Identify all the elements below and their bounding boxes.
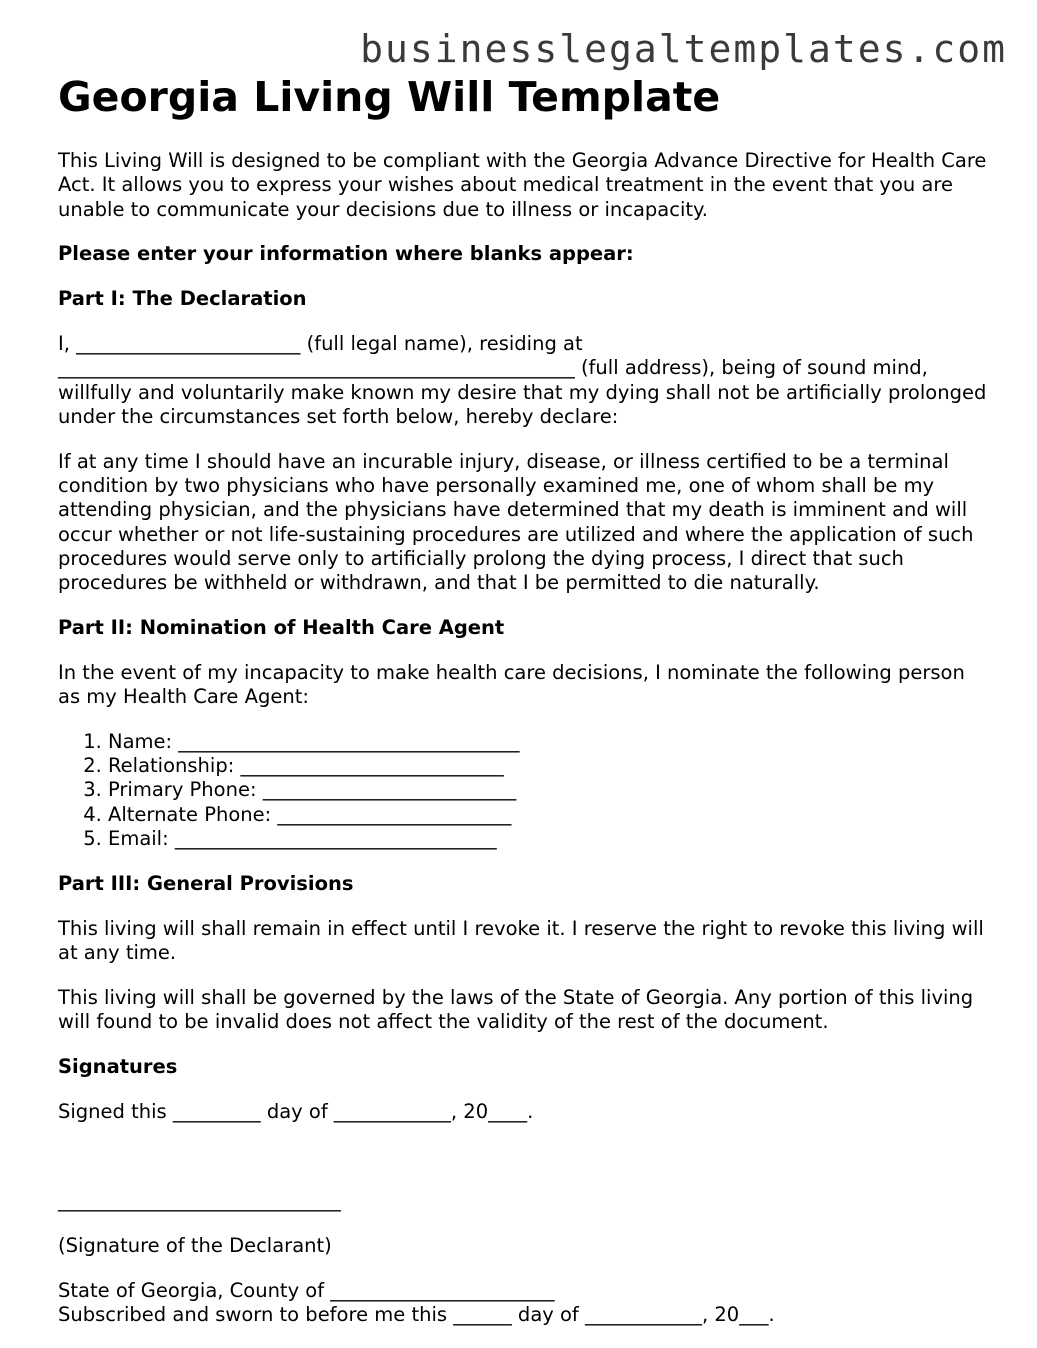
county-line: State of Georgia, County of _______________________ — [58, 1278, 555, 1302]
agent-name-field: 1. Name: ___________________________________ — [108, 730, 988, 754]
declaration-line-1: I, _______________________ (full legal name), residing at — [58, 331, 583, 355]
notary-paragraph — [58, 1279, 988, 1328]
agent-relationship-field: 2. Relationship: ___________________________ — [108, 754, 988, 778]
page-title: Georgia Living Will Template — [58, 73, 721, 121]
intro-paragraph: This Living Will is designed to be compliant with the Georgia Advance Directive for Health Care Act. It allows you to express your wishes about medical treatment in the event that you are unable to communicate your decisions due to illness or incapacity. — [58, 149, 987, 221]
agent-fields-list — [58, 730, 988, 851]
watermark: businesslegaltemplates.com — [360, 27, 1007, 71]
signature-caption: (Signature of the Declarant) — [58, 1234, 332, 1257]
declaration-line-2: _____________________________________________________ (full address), being of sound mind, willfully and voluntarily make known my desire that my dying shall not be artificially prolonged under the circumstances set forth below, hereby declare: — [58, 356, 987, 428]
provision-2-paragraph: This living will shall be governed by the laws of the State of Georgia. Any portion of this living will found to be invalid does not affect the validity of the rest of the document. — [58, 985, 974, 1034]
signatures-heading: Signatures — [58, 1054, 178, 1078]
signed-date-line: Signed this _________ day of ____________, 20____. — [58, 1099, 534, 1123]
declaration-paragraph — [58, 332, 988, 429]
signature-spacer — [58, 1144, 988, 1168]
agent-primary-phone-field: 3. Primary Phone: __________________________ — [108, 778, 988, 802]
sworn-line: Subscribed and sworn to before me this ______ day of ____________, 20___. — [58, 1303, 775, 1327]
document-body — [58, 149, 988, 1348]
condition-paragraph: If at any time I should have an incurable injury, disease, or illness certified to be a terminal condition by two physicians who have personally examined me, one of whom shall be my attending physician, and the physicians have determined that my death is imminent and will occur whether or not life-sustaining procedures are utilized and where the application of such procedures would serve only to artificially prolong the dying process, I direct that such procedures be withheld or withdrawn, and that I be permitted to die naturally. — [58, 449, 974, 595]
agent-alternate-phone-field: 4. Alternate Phone: ________________________ — [108, 803, 988, 827]
part2-heading: Part II: Nomination of Health Care Agent — [58, 615, 505, 639]
agent-intro-paragraph: In the event of my incapacity to make health care decisions, I nominate the following person as my Health Care Agent: — [58, 660, 965, 709]
part3-heading: Part III: General Provisions — [58, 871, 354, 895]
signature-blank-line: _____________________________ — [58, 1189, 341, 1213]
instructions-heading: Please enter your information where blanks appear: — [58, 242, 634, 266]
provision-1-paragraph: This living will shall remain in effect until I revoke it. I reserve the right to revoke this living will at any time. — [58, 916, 984, 964]
part1-heading: Part I: The Declaration — [58, 287, 307, 311]
agent-email-field: 5. Email: _________________________________ — [108, 827, 988, 851]
